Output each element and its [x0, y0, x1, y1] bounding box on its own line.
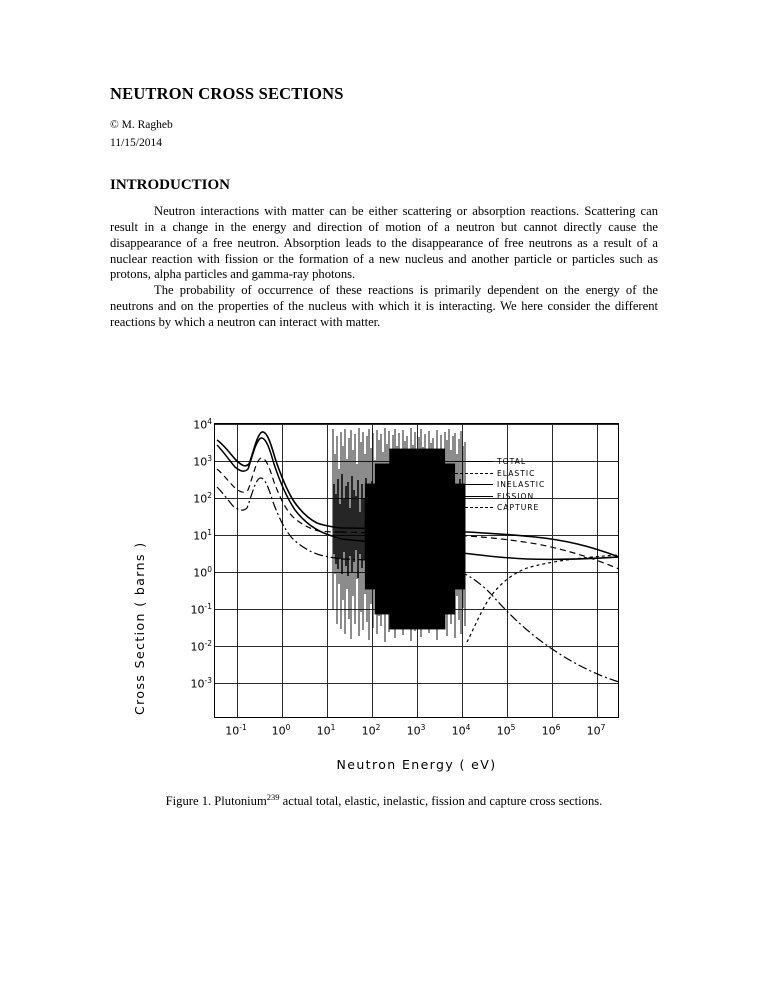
- x-tick: $10^4$: [451, 723, 471, 738]
- y-tick: $10^0$: [193, 565, 212, 580]
- figure-caption: [110, 792, 658, 809]
- chart-y-ticks: [146, 417, 212, 718]
- y-tick: $10^{-2}$: [190, 639, 212, 654]
- y-tick: $10^3$: [193, 454, 212, 469]
- legend-label: FISSION: [497, 491, 535, 501]
- legend-label: TOTAL: [497, 457, 527, 466]
- x-tick: $10^3$: [406, 723, 426, 738]
- figure-caption-prefix: Figure 1. Plutonium: [165, 794, 267, 809]
- legend-key-solid-icon: [453, 456, 495, 468]
- x-tick: $10^{-1}$: [225, 723, 247, 738]
- legend-item-capture: [453, 502, 573, 514]
- resonance-structure: [333, 428, 465, 642]
- paragraph-2: The probability of occurrence of these reactions is primarily dependent on the energy of the neutrons and on the properties of the nucleus with which it is interacting. We here consider the different reactions by which a neutron can interact with matter.: [110, 283, 658, 330]
- y-tick: $10^1$: [193, 528, 212, 543]
- y-tick: $10^4$: [193, 417, 212, 432]
- x-tick: $10^2$: [361, 723, 381, 738]
- series-inelastic: [467, 555, 619, 642]
- chart-plot-area: [214, 423, 619, 718]
- legend-label: INELASTIC: [497, 480, 546, 489]
- chart-x-ticks: [214, 723, 619, 747]
- figure-1: [110, 405, 658, 809]
- legend-key-dashed-icon: [453, 468, 495, 480]
- legend-label: ELASTIC: [497, 468, 536, 478]
- date-line: 11/15/2014: [110, 136, 162, 149]
- series-capture: [217, 478, 341, 559]
- cross-section-chart: [124, 405, 644, 780]
- legend-item-fission: [453, 491, 573, 503]
- figure-caption-suffix: actual total, elastic, inelastic, fission and capture cross sections.: [279, 794, 603, 809]
- legend-item-elastic: [453, 468, 573, 480]
- legend-key-solid-thin-icon: [453, 479, 495, 491]
- chart-x-axis-label: Neutron Energy ( eV): [336, 757, 497, 772]
- y-tick: $10^2$: [193, 491, 212, 506]
- legend-item-total: [453, 456, 573, 468]
- figure-caption-superscript: 239: [266, 792, 280, 802]
- x-tick: $10^6$: [541, 723, 561, 738]
- legend-item-inelastic: [453, 479, 573, 491]
- y-tick: $10^{-3}$: [190, 676, 212, 691]
- series-total: [217, 432, 341, 528]
- chart-legend: [453, 456, 573, 514]
- y-tick: $10^{-1}$: [190, 602, 212, 617]
- legend-label: CAPTURE: [497, 503, 540, 512]
- legend-key-dashdot-icon: [453, 502, 495, 514]
- page-title: NEUTRON CROSS SECTIONS: [110, 84, 344, 103]
- series-fission: [217, 438, 341, 539]
- section-heading-introduction: INTRODUCTION: [110, 177, 231, 194]
- x-tick: $10^1$: [316, 723, 336, 738]
- legend-key-solid-icon: [453, 491, 495, 503]
- document-body: [110, 84, 658, 331]
- x-tick: $10^7$: [586, 723, 606, 738]
- paragraph-1: Neutron interactions with matter can be either scattering or absorption reactions. Scattering can result in a change in the energy and direction of motion of a neutron but cannot directly cause the disappearance of a free neutron. Absorption leads to the disappearance of free neutrons as a result of a nuclear reaction with fission or the formation of a new nucleus and another particle or particles such as protons, alpha particles and gamma-ray photons.: [110, 204, 658, 282]
- author-line: © M. Ragheb: [110, 119, 173, 131]
- x-tick: $10^5$: [496, 723, 516, 738]
- chart-y-axis-label: Cross Section ( barns ): [132, 541, 147, 715]
- x-tick: $10^0$: [271, 723, 291, 738]
